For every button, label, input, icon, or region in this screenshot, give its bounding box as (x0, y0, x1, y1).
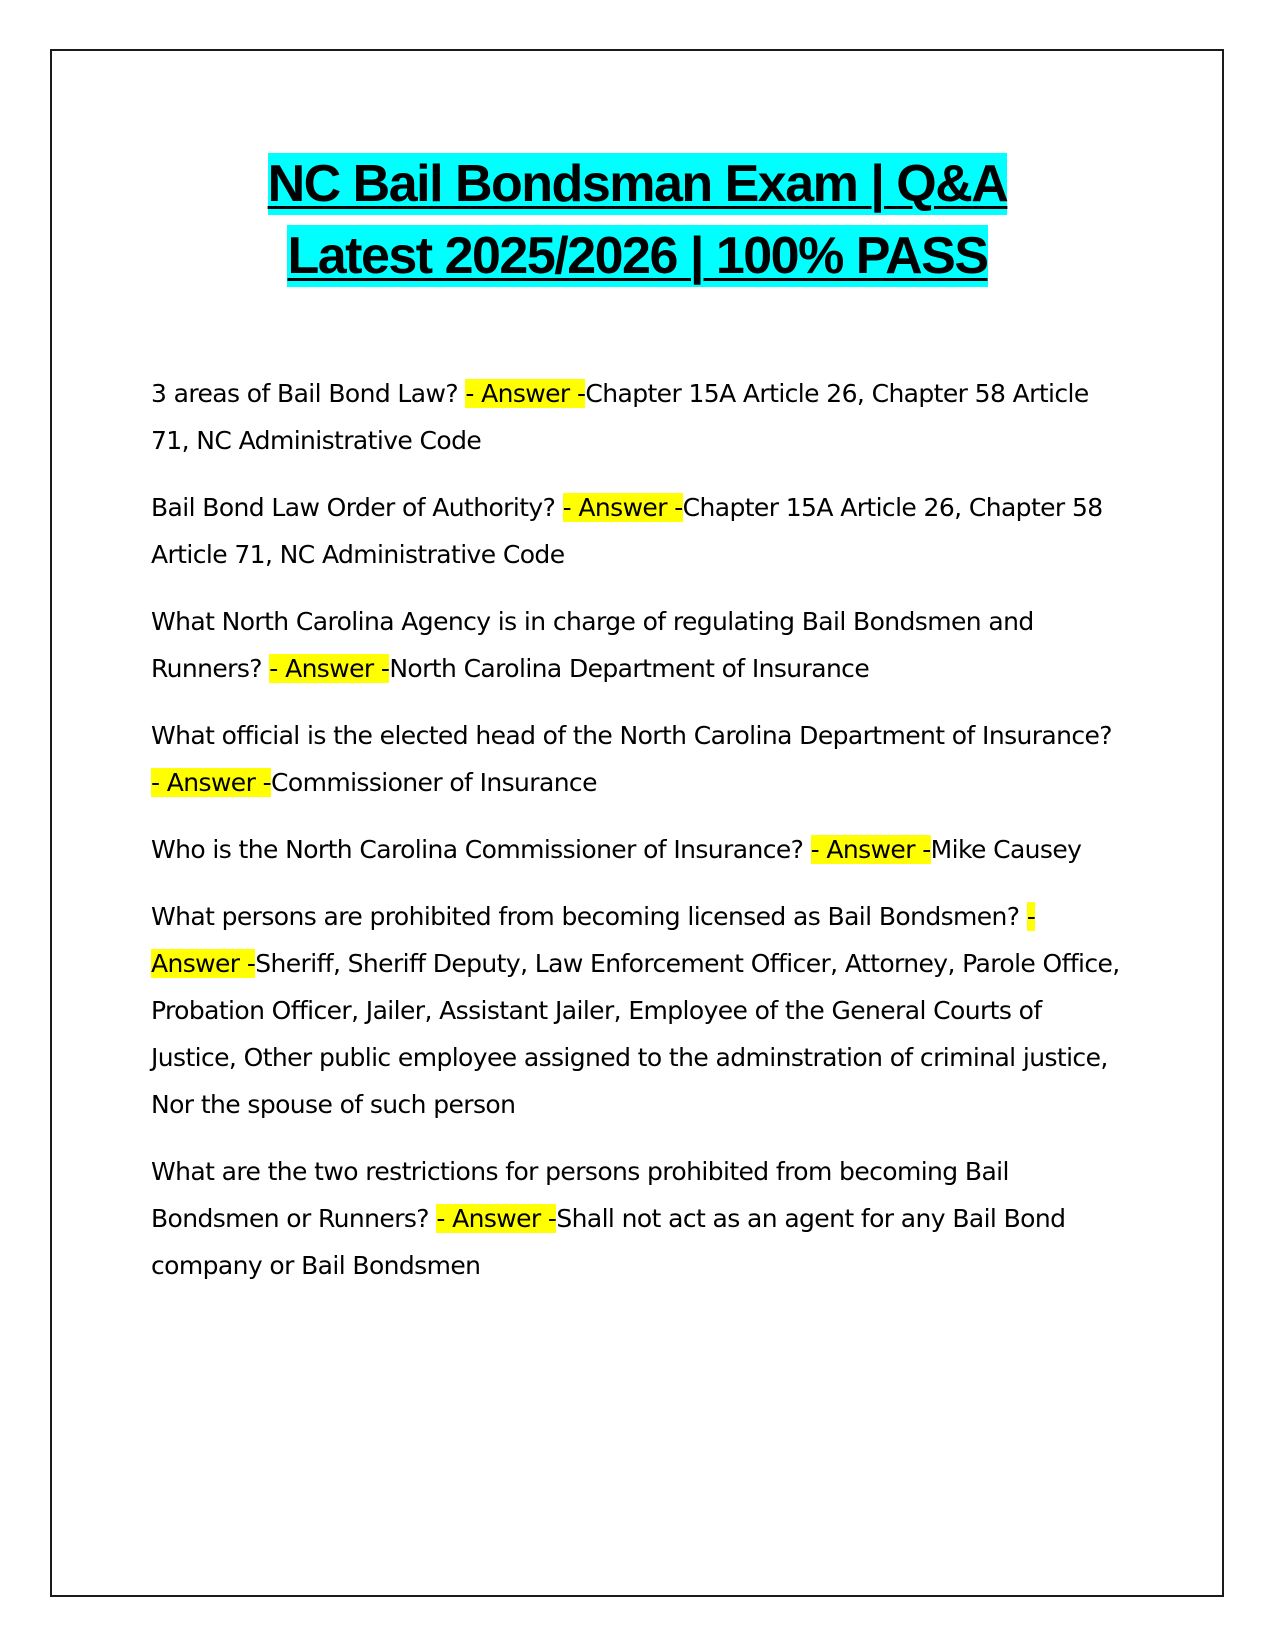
question-text: What official is the elected head of the North Carolina Department of Insurance? (151, 721, 1112, 750)
qa-item (151, 1148, 1121, 1289)
qa-item (151, 370, 1121, 464)
title-line-1: NC Bail Bondsman Exam | Q&A (267, 155, 1008, 213)
answer-text: Mike Causey (930, 835, 1082, 864)
question-text: What North Carolina Agency is in charge of regulating Bail Bondsmen and Runners? (151, 607, 1034, 683)
answer-marker: - Answer - (810, 835, 931, 864)
answer-marker: - Answer - (151, 768, 272, 797)
qa-item (151, 893, 1121, 1128)
qa-item (151, 826, 1121, 873)
question-text: What are the two restrictions for persons prohibited from becoming Bail Bondsmen or Runners? (151, 1157, 1009, 1233)
question-text: Bail Bond Law Order of Authority? (151, 493, 563, 522)
answer-text: Sheriff, Sheriff Deputy, Law Enforcement Officer, Attorney, Parole Office, Probation Officer, Jailer, Assistant Jailer, Employee of the General Courts of Justice, Other public employee assigned to the adminstration of criminal justice, Nor the spouse of such person (151, 949, 1120, 1119)
qa-list (151, 370, 1121, 1309)
answer-marker: - Answer - (436, 1204, 557, 1233)
question-text: What persons are prohibited from becoming licensed as Bail Bondsmen? (151, 902, 1027, 931)
answer-marker: - Answer - (465, 379, 586, 408)
answer-text: Commissioner of Insurance (271, 768, 597, 797)
qa-item (151, 712, 1121, 806)
answer-text: Shall not act as an agent for any Bail Bond company or Bail Bondsmen (151, 1204, 1066, 1280)
answer-marker: - Answer - (269, 654, 390, 683)
document-title (0, 148, 1275, 292)
answer-marker: - Answer - (151, 902, 1036, 978)
answer-text: North Carolina Department of Insurance (389, 654, 870, 683)
question-text: Who is the North Carolina Commissioner of Insurance? (151, 835, 811, 864)
answer-marker: - Answer - (562, 493, 683, 522)
qa-item (151, 598, 1121, 692)
question-text: 3 areas of Bail Bond Law? (151, 379, 466, 408)
qa-item (151, 484, 1121, 578)
answer-text: Chapter 15A Article 26, Chapter 58 Article 71, NC Administrative Code (151, 379, 1089, 455)
title-line-2: Latest 2025/2026 | 100% PASS (287, 227, 988, 285)
answer-text: Chapter 15A Article 26, Chapter 58 Article 71, NC Administrative Code (151, 493, 1103, 569)
